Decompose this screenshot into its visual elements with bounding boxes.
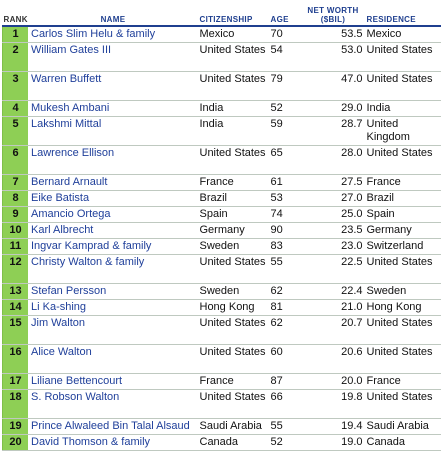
rank-cell: 3: [3, 72, 29, 101]
citizenship-cell: Hong Kong: [198, 300, 269, 316]
rank-cell: 15: [3, 316, 29, 345]
citizenship-cell: Saudi Arabia: [198, 419, 269, 435]
table-row: [3, 26, 441, 43]
residence-cell: United States: [365, 345, 441, 374]
residence-cell: France: [365, 175, 441, 191]
citizenship-cell: India: [198, 117, 269, 146]
age-cell: 53: [269, 191, 302, 207]
name-cell: Prince Alwaleed Bin Talal Alsaud: [29, 419, 198, 435]
table-row: [3, 300, 441, 316]
net-worth-cell: 28.0: [302, 146, 365, 175]
residence-cell: United States: [365, 316, 441, 345]
residence-cell: Germany: [365, 223, 441, 239]
header-name: NAME: [29, 0, 198, 26]
table-row: [3, 316, 441, 345]
table-row: [3, 117, 441, 146]
age-cell: 65: [269, 146, 302, 175]
age-cell: 81: [269, 300, 302, 316]
residence-cell: Sweden: [365, 284, 441, 300]
residence-cell: United States: [365, 43, 441, 72]
age-cell: 59: [269, 117, 302, 146]
citizenship-cell: India: [198, 101, 269, 117]
name-cell: S. Robson Walton: [29, 390, 198, 419]
rank-cell: 1: [3, 26, 29, 43]
table-header: [3, 0, 441, 26]
rank-cell: 6: [3, 146, 29, 175]
name-cell: Lakshmi Mittal: [29, 117, 198, 146]
net-worth-cell: 20.0: [302, 374, 365, 390]
citizenship-cell: United States: [198, 316, 269, 345]
name-cell: Alice Walton: [29, 345, 198, 374]
rank-cell: 10: [3, 223, 29, 239]
citizenship-cell: France: [198, 374, 269, 390]
rank-cell: 9: [3, 207, 29, 223]
rank-cell: 19: [3, 419, 29, 435]
residence-cell: Switzerland: [365, 239, 441, 255]
residence-cell: Canada: [365, 435, 441, 451]
age-cell: 90: [269, 223, 302, 239]
table-row: [3, 435, 441, 451]
residence-cell: Spain: [365, 207, 441, 223]
rank-cell: 20: [3, 435, 29, 451]
name-cell: Lawrence Ellison: [29, 146, 198, 175]
rank-cell: 14: [3, 300, 29, 316]
rank-cell: 5: [3, 117, 29, 146]
table-row: [3, 207, 441, 223]
residence-cell: Saudi Arabia: [365, 419, 441, 435]
rank-cell: 4: [3, 101, 29, 117]
table-row: [3, 345, 441, 374]
net-worth-cell: 53.5: [302, 26, 365, 43]
name-cell: Li Ka-shing: [29, 300, 198, 316]
name-cell: Warren Buffett: [29, 72, 198, 101]
header-row: [3, 0, 441, 26]
citizenship-cell: United States: [198, 72, 269, 101]
net-worth-cell: 47.0: [302, 72, 365, 101]
header-age: AGE: [269, 0, 302, 26]
table-row: [3, 374, 441, 390]
name-cell: Jim Walton: [29, 316, 198, 345]
age-cell: 55: [269, 255, 302, 284]
age-cell: 61: [269, 175, 302, 191]
age-cell: 74: [269, 207, 302, 223]
residence-cell: United States: [365, 255, 441, 284]
header-residence: RESIDENCE: [365, 0, 441, 26]
citizenship-cell: Sweden: [198, 239, 269, 255]
net-worth-cell: 53.0: [302, 43, 365, 72]
name-cell: Karl Albrecht: [29, 223, 198, 239]
citizenship-cell: Canada: [198, 435, 269, 451]
citizenship-cell: United States: [198, 146, 269, 175]
table-row: [3, 175, 441, 191]
table-row: [3, 146, 441, 175]
net-worth-cell: 19.4: [302, 419, 365, 435]
rank-cell: 16: [3, 345, 29, 374]
table-row: [3, 284, 441, 300]
net-worth-cell: 20.7: [302, 316, 365, 345]
rank-cell: 17: [3, 374, 29, 390]
net-worth-cell: 19.8: [302, 390, 365, 419]
table-row: [3, 239, 441, 255]
age-cell: 66: [269, 390, 302, 419]
rank-cell: 12: [3, 255, 29, 284]
citizenship-cell: Spain: [198, 207, 269, 223]
net-worth-cell: 22.4: [302, 284, 365, 300]
residence-cell: United States: [365, 146, 441, 175]
name-cell: Bernard Arnault: [29, 175, 198, 191]
table-row: [3, 191, 441, 207]
residence-cell: Hong Kong: [365, 300, 441, 316]
rank-cell: 8: [3, 191, 29, 207]
age-cell: 87: [269, 374, 302, 390]
name-cell: Christy Walton & family: [29, 255, 198, 284]
residence-cell: Brazil: [365, 191, 441, 207]
age-cell: 54: [269, 43, 302, 72]
citizenship-cell: Sweden: [198, 284, 269, 300]
residence-cell: France: [365, 374, 441, 390]
table-row: [3, 72, 441, 101]
citizenship-cell: United States: [198, 345, 269, 374]
net-worth-cell: 29.0: [302, 101, 365, 117]
table-row: [3, 101, 441, 117]
net-worth-cell: 23.0: [302, 239, 365, 255]
age-cell: 60: [269, 345, 302, 374]
name-cell: William Gates III: [29, 43, 198, 72]
net-worth-cell: 22.5: [302, 255, 365, 284]
header-net-worth: NET WORTH ($BIL): [302, 0, 365, 26]
residence-cell: Mexico: [365, 26, 441, 43]
name-cell: Ingvar Kamprad & family: [29, 239, 198, 255]
table-row: [3, 43, 441, 72]
rank-cell: 18: [3, 390, 29, 419]
rank-cell: 11: [3, 239, 29, 255]
age-cell: 62: [269, 316, 302, 345]
header-citizenship: CITIZENSHIP: [198, 0, 269, 26]
table-body: [3, 26, 441, 451]
citizenship-cell: France: [198, 175, 269, 191]
residence-cell: United States: [365, 72, 441, 101]
name-cell: David Thomson & family: [29, 435, 198, 451]
table-row: [3, 419, 441, 435]
residence-cell: United States: [365, 390, 441, 419]
citizenship-cell: Germany: [198, 223, 269, 239]
citizenship-cell: Mexico: [198, 26, 269, 43]
residence-cell: India: [365, 101, 441, 117]
citizenship-cell: United States: [198, 255, 269, 284]
name-cell: Eike Batista: [29, 191, 198, 207]
name-cell: Carlos Slim Helu & family: [29, 26, 198, 43]
residence-cell: United Kingdom: [365, 117, 441, 146]
net-worth-cell: 28.7: [302, 117, 365, 146]
net-worth-cell: 19.0: [302, 435, 365, 451]
name-cell: Mukesh Ambani: [29, 101, 198, 117]
net-worth-cell: 25.0: [302, 207, 365, 223]
age-cell: 70: [269, 26, 302, 43]
age-cell: 55: [269, 419, 302, 435]
net-worth-cell: 23.5: [302, 223, 365, 239]
age-cell: 83: [269, 239, 302, 255]
name-cell: Stefan Persson: [29, 284, 198, 300]
table-row: [3, 223, 441, 239]
net-worth-cell: 20.6: [302, 345, 365, 374]
table-row: [3, 390, 441, 419]
age-cell: 52: [269, 435, 302, 451]
age-cell: 52: [269, 101, 302, 117]
age-cell: 79: [269, 72, 302, 101]
table-row: [3, 255, 441, 284]
citizenship-cell: United States: [198, 390, 269, 419]
net-worth-cell: 27.0: [302, 191, 365, 207]
billionaires-table: [2, 0, 441, 451]
name-cell: Amancio Ortega: [29, 207, 198, 223]
rank-cell: 7: [3, 175, 29, 191]
citizenship-cell: United States: [198, 43, 269, 72]
net-worth-cell: 27.5: [302, 175, 365, 191]
citizenship-cell: Brazil: [198, 191, 269, 207]
net-worth-cell: 21.0: [302, 300, 365, 316]
header-rank: RANK: [3, 0, 29, 26]
rank-cell: 2: [3, 43, 29, 72]
rank-cell: 13: [3, 284, 29, 300]
age-cell: 62: [269, 284, 302, 300]
name-cell: Liliane Bettencourt: [29, 374, 198, 390]
